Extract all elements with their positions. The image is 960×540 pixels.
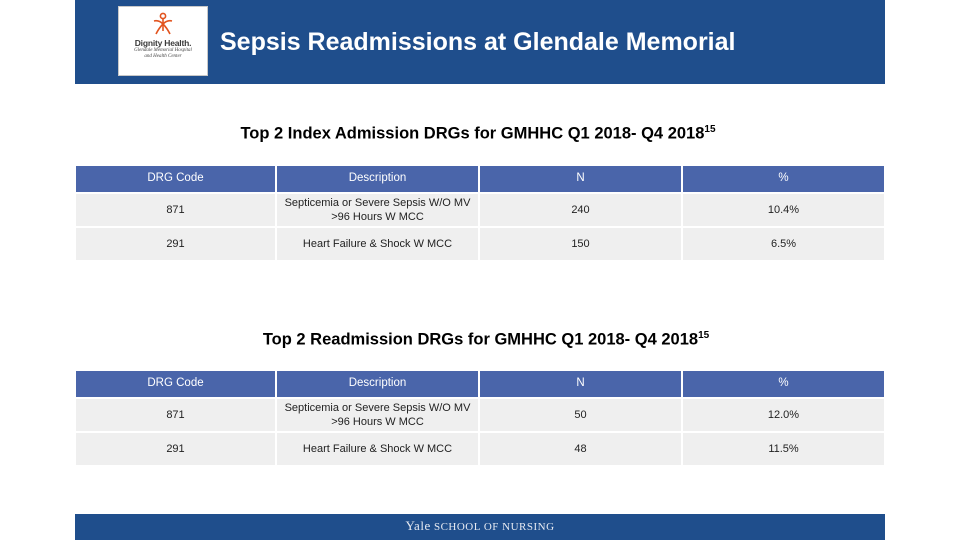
cell-drg-code: 871 bbox=[75, 193, 276, 227]
cell-percent: 11.5% bbox=[682, 432, 885, 466]
table1-title-sup: 15 bbox=[704, 124, 716, 135]
cell-description: Heart Failure & Shock W MCC bbox=[276, 227, 479, 261]
cell-drg-code: 291 bbox=[75, 432, 276, 466]
header-drg-code: DRG Code bbox=[75, 165, 276, 193]
dignity-star-icon bbox=[150, 11, 176, 37]
cell-description: Septicemia or Severe Sepsis W/O MV >96 Hours W MCC bbox=[276, 398, 479, 432]
cell-percent: 12.0% bbox=[682, 398, 885, 432]
logo-brand: Dignity Health. bbox=[134, 38, 192, 48]
page-title: Sepsis Readmissions at Glendale Memorial bbox=[220, 28, 736, 56]
table-row bbox=[75, 193, 885, 227]
cell-description: Septicemia or Severe Sepsis W/O MV >96 Hours W MCC bbox=[276, 193, 479, 227]
table1-title-text: Top 2 Index Admission DRGs for GMHHC Q1 2018- Q4 2018 bbox=[240, 124, 705, 143]
header-percent: % bbox=[682, 370, 885, 398]
cell-n: 48 bbox=[479, 432, 682, 466]
cell-percent: 6.5% bbox=[682, 227, 885, 261]
table1-title bbox=[0, 124, 958, 144]
cell-n: 150 bbox=[479, 227, 682, 261]
footer-yale: Yale bbox=[405, 518, 431, 533]
table-row bbox=[75, 398, 885, 432]
table-row bbox=[75, 227, 885, 261]
table-header-row bbox=[75, 165, 885, 193]
header-n: N bbox=[479, 165, 682, 193]
header-n: N bbox=[479, 370, 682, 398]
table-header-row bbox=[75, 370, 885, 398]
cell-drg-code: 291 bbox=[75, 227, 276, 261]
footer-bar bbox=[75, 514, 885, 540]
cell-n: 50 bbox=[479, 398, 682, 432]
logo-line2: and Health Center bbox=[144, 54, 182, 59]
header-percent: % bbox=[682, 165, 885, 193]
header-description: Description bbox=[276, 165, 479, 193]
table2-title-sup: 15 bbox=[698, 330, 710, 341]
table-row bbox=[75, 432, 885, 466]
cell-drg-code: 871 bbox=[75, 398, 276, 432]
logo-line1: Glendale Memorial Hospital bbox=[134, 48, 192, 53]
cell-description: Heart Failure & Shock W MCC bbox=[276, 432, 479, 466]
header-bar bbox=[75, 0, 885, 84]
cell-n: 240 bbox=[479, 193, 682, 227]
header-drg-code: DRG Code bbox=[75, 370, 276, 398]
table2-title bbox=[6, 330, 960, 350]
footer-school: SCHOOL OF NURSING bbox=[433, 521, 555, 533]
cell-percent: 10.4% bbox=[682, 193, 885, 227]
dignity-health-logo bbox=[118, 6, 208, 76]
header-description: Description bbox=[276, 370, 479, 398]
readmission-table bbox=[75, 370, 885, 466]
table2-title-text: Top 2 Readmission DRGs for GMHHC Q1 2018- Q4 2018 bbox=[262, 330, 699, 349]
index-admission-table bbox=[75, 165, 885, 261]
